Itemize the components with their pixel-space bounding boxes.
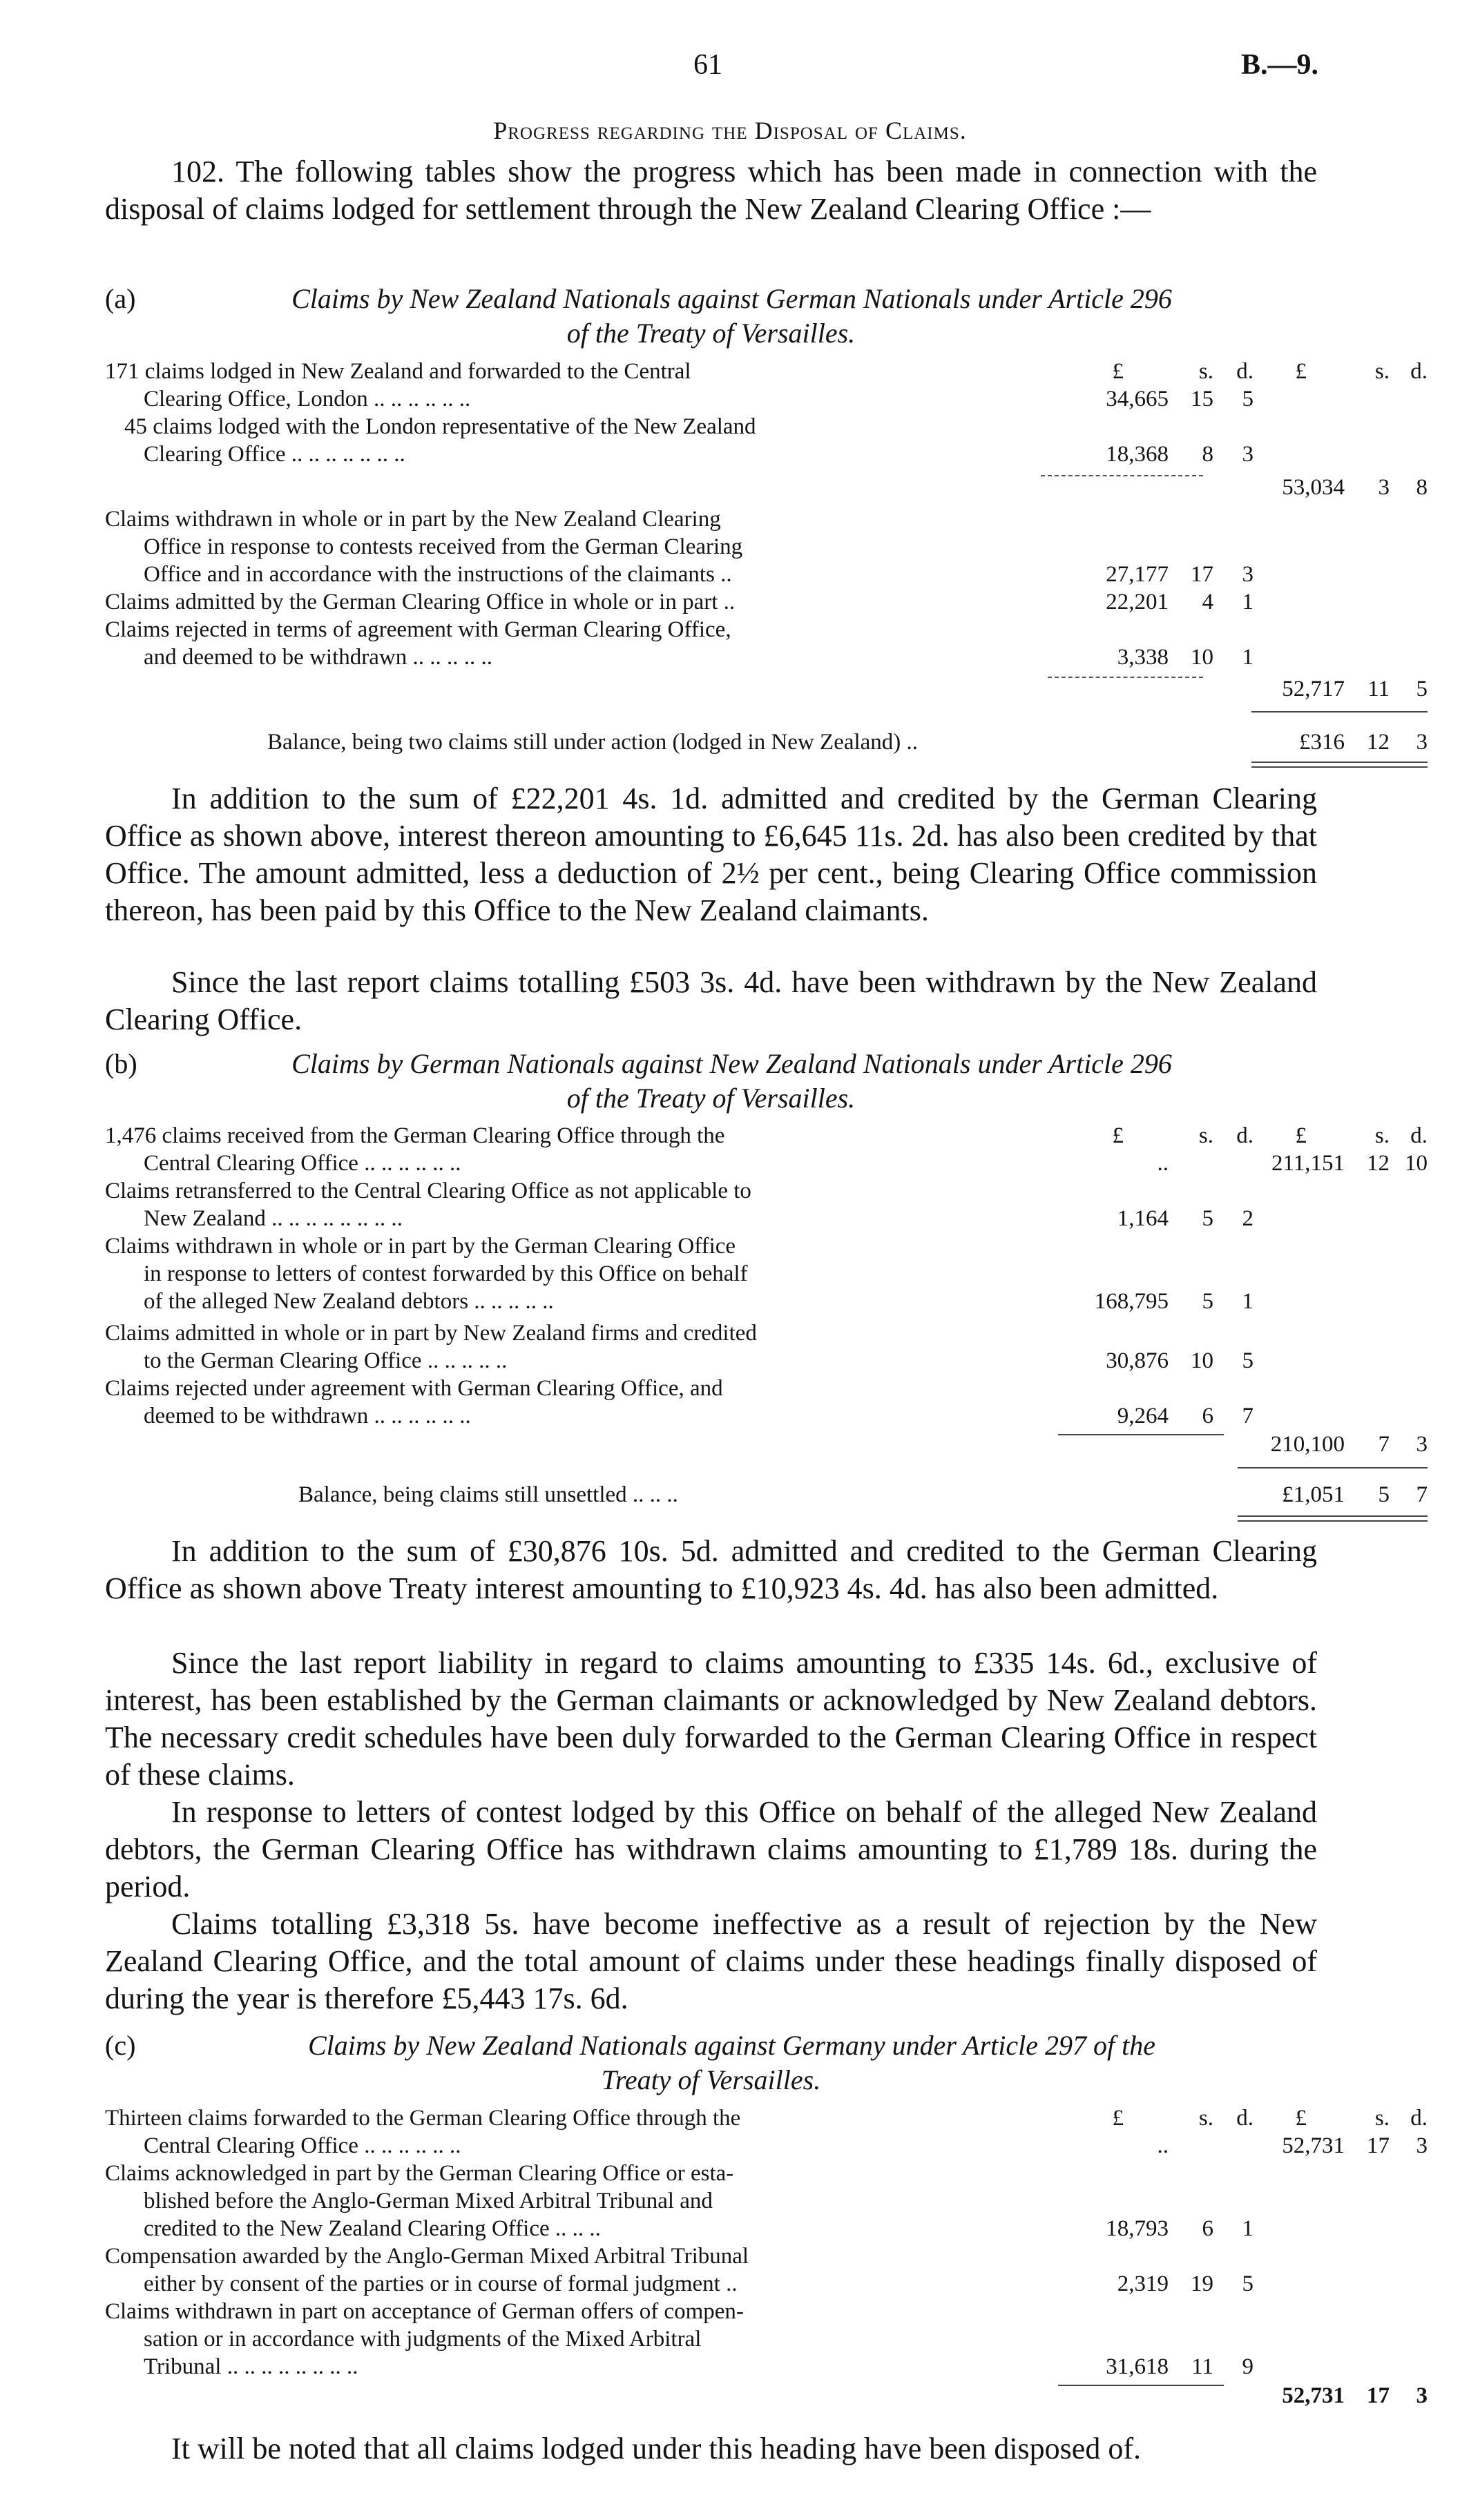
table-row: in response to letters of contest forwarded by this Office on behalf (144, 1261, 748, 1286)
table-row: Central Clearing Office .. .. .. .. .. .. .. 211,151 12 10 (144, 1151, 1428, 1176)
table-row: Thirteen claims forwarded to the German Clearing Office through the £ s. d. £ s. d. (105, 2106, 1428, 2131)
table-row: Claims retransferred to the Central Clearing Office as not applicable to (105, 1179, 751, 1203)
balance-rule (1251, 766, 1428, 768)
total-rule (1251, 711, 1428, 713)
table-row: Claims acknowledged in part by the German Clearing Office or esta- (105, 2161, 734, 2186)
table-row: 45 claims lodged with the London representative of the New Zealand (124, 414, 756, 439)
table-row: Clearing Office, London .. .. .. .. .. .. 34,665 15 5 (144, 387, 1254, 411)
table-a-balance-row: Balance, being two claims still under action (lodged in New Zealand) .. £316 12 3 (267, 730, 1428, 755)
paragraph-a2: Since the last report claims totalling £503 3s. 4d. have been withdrawn by the New Zealand Clearing Office. (105, 965, 1317, 1036)
table-row: Compensation awarded by the Anglo-German Mixed Arbitral Tribunal (105, 2244, 749, 2269)
table-row: Claims rejected under agreement with German Clearing Office, and (105, 1376, 723, 1401)
table-row: Claims admitted in whole or in part by New Zealand firms and credited (105, 1321, 757, 1346)
table-a-label: (a) (105, 283, 136, 314)
table-row: Claims admitted by the German Clearing Office in whole or in part .. 22,201 4 1 (105, 590, 1254, 614)
balance-rule (1238, 1515, 1428, 1517)
table-b-title: (b) Claims by German Nationals against New Zealand Nationals under Article 296 of the Treaty of Versailles. (105, 1048, 1172, 1114)
table-b-balance-row: Balance, being claims still unsettled .. .. .. £1,051 5 7 (298, 1482, 1428, 1507)
intro-text: 102. The following tables show the progress which has been made in connection with the disposal of claims lodged for settlement through the New Zealand Clearing Office :— (105, 155, 1317, 226)
paragraph-b3: In response to letters of contest lodged by this Office on behalf of the alleged New Zealand debtors, the German Clearing Office has withdrawn claims amounting to £1,789 18s. during the period. (105, 1795, 1317, 1903)
paragraph-b2: Since the last report liability in regard to claims amounting to £335 14s. 6d., exclusive of interest, has been established by the German claimants or acknowledged by New Zealand debtors. The necessary credit schedules have been duly forwarded to the German Clearing Office in respect of these claims. (105, 1646, 1317, 1792)
balance-rule (1238, 1520, 1428, 1522)
table-b-ledger (105, 1122, 1428, 1529)
paragraph-a1: In addition to the sum of £22,201 4s. 1d. admitted and credited by the German Clearing Office as shown above, interest thereon amounting to £6,645 11s. 2d. has also been credited by that Office. The amount admitted, less a deduction of 2½ per cent., being Clearing Office commission thereon, has been paid by this Office to the New Zealand claimants. (105, 782, 1317, 927)
table-row: 210,100 7 3 (1270, 1432, 1428, 1457)
intro-paragraph (105, 153, 1317, 228)
table-c-label: (c) (105, 2030, 136, 2061)
balance-rule (1251, 762, 1428, 763)
table-row: of the alleged New Zealand debtors .. .. .. .. .. 168,795 5 1 (144, 1289, 1254, 1314)
table-row: deemed to be withdrawn .. .. .. .. .. .. 9,264 6 7 (144, 1404, 1254, 1428)
document-reference: B.—9. (1240, 49, 1318, 81)
paragraph-b1: In addition to the sum of £30,876 10s. 5d. admitted and credited to the German Clearing Office as shown above Treaty interest amounting to £10,923 4s. 4d. has also been admitted. (105, 1534, 1317, 1605)
table-c-ledger (105, 2104, 1428, 2422)
table-row: Claims withdrawn in part on acceptance of German offers of compen- (105, 2299, 744, 2324)
table-row: Office and in accordance with the instructions of the claimants .. 27,177 17 3 (144, 562, 1254, 587)
table-row: 52,717 11 5 (1282, 677, 1428, 701)
table-a-title-line2: of the Treaty of Versailles. (566, 318, 856, 349)
table-b-label: (b) (105, 1048, 137, 1079)
table-row: Claims withdrawn in whole or in part by the New Zealand Clearing (105, 507, 721, 532)
section-title: Progress regarding the Disposal of Claims. (493, 117, 967, 144)
table-row: 53,034 3 8 (1282, 475, 1428, 500)
table-row: Central Clearing Office .. .. .. .. .. .. .. 52,731 17 3 (144, 2133, 1428, 2158)
table-row: either by consent of the parties or in course of formal judgment .. 2,319 19 5 (144, 2271, 1254, 2296)
table-row: and deemed to be withdrawn .. .. .. .. .. 3,338 10 1 (144, 645, 1254, 670)
table-row: sation or in accordance with judgments of the Mixed Arbitral (144, 2327, 702, 2352)
table-row: Claims rejected in terms of agreement with German Clearing Office, (105, 617, 731, 642)
table-row: Claims withdrawn in whole or in part by the German Clearing Office (105, 1234, 736, 1259)
table-a-title (105, 282, 1317, 351)
table-row: Clearing Office .. .. .. .. .. .. .. 18,368 8 3 (144, 442, 1254, 467)
table-row: 1,476 claims received from the German Clearing Office through the £ s. d. £ s. d. (105, 1123, 1428, 1148)
table-row: New Zealand .. .. .. .. .. .. .. .. 1,164 5 2 (144, 1206, 1254, 1231)
page-number: 61 (693, 49, 722, 81)
closing-paragraph: It will be noted that all claims lodged under this heading have been disposed of. (171, 2432, 1141, 2465)
table-row: Office in response to contests received from the German Clearing (144, 534, 743, 559)
table-row: 171 claims lodged in New Zealand and forwarded to the Central £ s. d. £ s. d. (105, 359, 1428, 384)
table-row: 52,731 17 3 (1282, 2383, 1428, 2408)
table-a-ledger (105, 358, 1428, 772)
total-rule (1238, 1467, 1428, 1469)
table-row: Tribunal .. .. .. .. .. .. .. .. 31,618 11 9 (144, 2354, 1254, 2379)
paragraph-b4: Claims totalling £3,318 5s. have become ineffective as a result of rejection by the New Zealand Clearing Office, and the total amount of claims under these headings finally disposed of during the year is therefore £5,443 17s. 6d. (105, 1907, 1317, 2015)
table-row: blished before the Anglo-German Mixed Arbitral Tribunal and (144, 2189, 713, 2213)
table-row: credited to the New Zealand Clearing Office .. .. .. 18,793 6 1 (144, 2216, 1254, 2241)
table-a-title-line1: Claims by New Zealand Nationals against German Nationals under Article 296 (291, 283, 1172, 314)
table-row: to the German Clearing Office .. .. .. .. .. 30,876 10 5 (144, 1348, 1254, 1373)
table-c-title: (c) Claims by New Zealand Nationals against Germany under Article 297 of the Treaty of Versailles. (105, 2030, 1155, 2095)
